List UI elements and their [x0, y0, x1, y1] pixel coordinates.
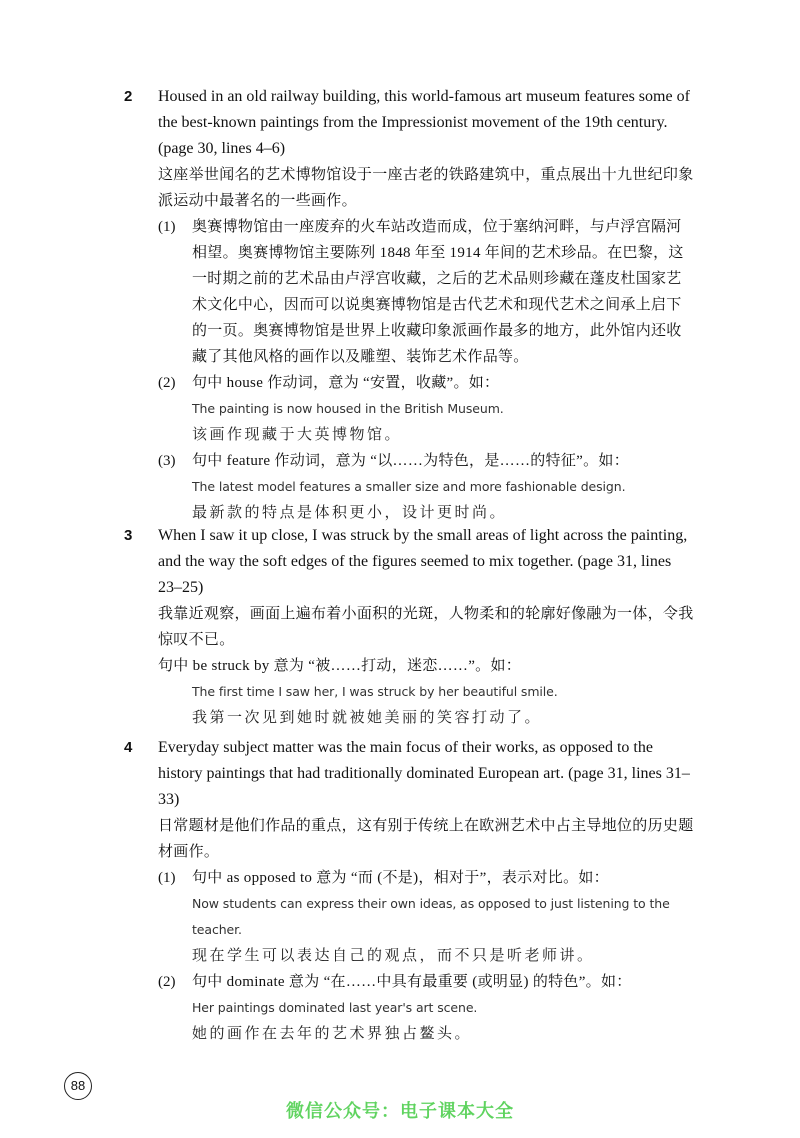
- example-english: The first time I saw her, I was struck by her beautiful smile.: [192, 684, 558, 699]
- example-english: The painting is now housed in the British Museum.: [192, 401, 504, 416]
- sub-note-text: 句中 as opposed to 意为 “而 (不是)，相对于”，表示对比。如：: [192, 870, 609, 886]
- sub-note-label: (1): [158, 219, 176, 235]
- example-chinese: 该画作现藏于大英博物馆。: [192, 427, 403, 443]
- sub-note-text: 奥赛博物馆由一座废弃的火车站改造而成，位于塞纳河畔，与卢浮宫隔河相望。奥赛博物馆主要陈列 1848 年至 1914 年间的艺术珍品。在巴黎，这一时期之前的艺术品由卢浮宫收藏，之后的艺术品则珍藏在蓬皮杜国家艺术文化中心，因而可以说奥赛博物馆是古代艺术和现代艺术之间承上启下的一页。奥赛博物馆是世界上收藏印象派画作最多的地方，此外馆内还收藏了其他风格的画作以及雕塑、装饰艺术作品等。: [192, 219, 684, 365]
- note-item-4: [124, 735, 694, 1047]
- example-english: Now students can express their own ideas, as opposed to just listening to the teacher.: [192, 896, 670, 937]
- sub-note-2: [158, 370, 694, 448]
- sub-note-1: [158, 214, 694, 370]
- note-item-3: [124, 523, 694, 731]
- chinese-translation: 我靠近观察，画面上遍布着小面积的光斑，人物柔和的轮廓好像融为一体，令我惊叹不已。: [158, 606, 694, 648]
- example-english: Her paintings dominated last year's art scene.: [192, 1000, 478, 1015]
- watermark-text: 微信公众号：电子课本大全: [286, 1101, 514, 1122]
- item-number: 3: [124, 527, 133, 544]
- sub-note-text: 句中 house 作动词，意为 “安置，收藏”。如：: [192, 375, 500, 391]
- example-chinese: 现在学生可以表达自己的观点，而不只是听老师讲。: [192, 948, 595, 964]
- sub-note-text: 句中 dominate 意为 “在……中具有最重要 (或明显) 的特色”。如：: [192, 974, 632, 990]
- english-sentence: When I saw it up close, I was struck by the small areas of light across the painting, and the way the soft edges of the figures seemed to mix together. (page 31, lines 23–25): [158, 527, 688, 596]
- chinese-translation: 这座举世闻名的艺术博物馆设于一座古老的铁路建筑中，重点展出十九世纪印象派运动中最著名的一些画作。: [158, 167, 694, 209]
- item-number: 2: [124, 88, 133, 105]
- english-sentence: Housed in an old railway building, this world-famous art museum features some of the best-known paintings from the Impressionist movement of the 19th century. (page 30, lines 4–6): [158, 88, 690, 157]
- english-sentence: Everyday subject matter was the main focus of their works, as opposed to the history paintings that had traditionally dominated European art. (page 31, lines 31–33): [158, 739, 690, 808]
- sub-note-label: (2): [158, 974, 176, 990]
- sub-note-label: (3): [158, 453, 176, 469]
- sub-note-label: (2): [158, 375, 176, 391]
- example-chinese: 最新款的特点是体积更小，设计更时尚。: [192, 505, 508, 521]
- sub-note-1: [158, 865, 694, 969]
- page-number-badge: 88: [64, 1072, 92, 1100]
- usage-note: 句中 be struck by 意为 “被……打动，迷恋……”。如：: [158, 658, 522, 674]
- chinese-translation: 日常题材是他们作品的重点，这有别于传统上在欧洲艺术中占主导地位的历史题材画作。: [158, 818, 694, 860]
- example-chinese: 她的画作在去年的艺术界独占鳌头。: [192, 1026, 473, 1042]
- item-number: 4: [124, 739, 133, 756]
- sub-note-3: [158, 448, 694, 526]
- example-english: The latest model features a smaller size and more fashionable design.: [192, 479, 626, 494]
- example-chinese: 我第一次见到她时就被她美丽的笑容打动了。: [192, 710, 543, 726]
- sub-note-2: [158, 969, 694, 1047]
- sub-note-label: (1): [158, 870, 176, 886]
- sub-note-text: 句中 feature 作动词，意为 “以……为特色，是……的特征”。如：: [192, 453, 629, 469]
- note-item-2: [124, 84, 694, 526]
